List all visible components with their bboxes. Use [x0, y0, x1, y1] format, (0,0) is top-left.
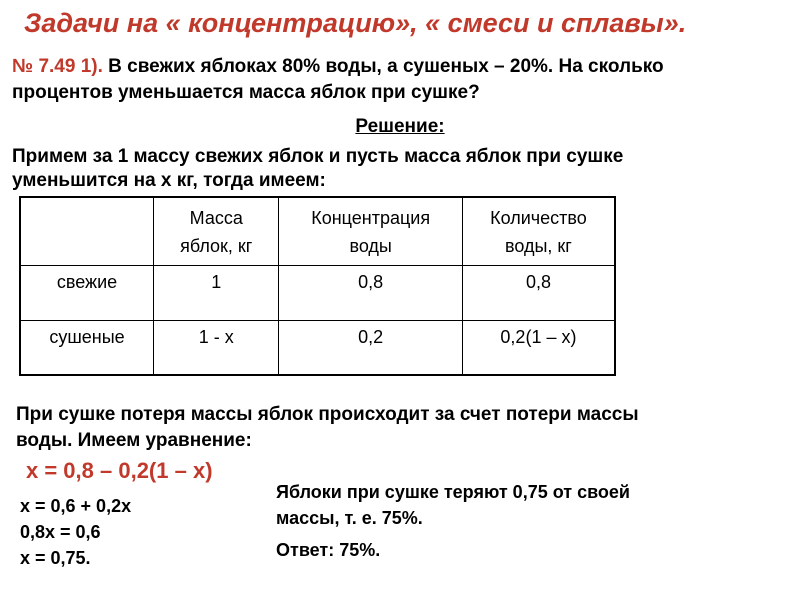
table-header-row [20, 197, 615, 266]
header-conc-line-2: воды [349, 236, 392, 256]
header-empty-cell [20, 197, 154, 266]
main-equation: х = 0,8 – 0,2(1 – х) [26, 458, 213, 483]
header-mass [154, 197, 279, 266]
problem-line-2: процентов уменьшается масса яблок при сушке? [12, 82, 480, 103]
after-table-line-2: воды. Имеем уравнение: [16, 430, 252, 451]
problem-text-1: В свежих яблоках 80% воды, а сушеных – 20%. На сколько [102, 56, 664, 77]
header-qty-line-1: Количество [490, 208, 587, 228]
row-quantity: 0,8 [462, 266, 615, 320]
table-row [20, 266, 615, 320]
header-conc-line-1: Концентрация [311, 208, 431, 228]
header-quantity [462, 197, 615, 266]
page-title: Задачи на « концентрацию», « смеси и сплавы». [24, 8, 687, 38]
equation-step: х = 0,6 + 0,2х [20, 496, 132, 516]
conclusion-line-1: Яблоки при сушке теряют 0,75 от своей [276, 482, 630, 502]
header-mass-line-2: яблок, кг [180, 236, 253, 256]
answer-text: Ответ: 75%. [276, 540, 381, 560]
header-mass-line-1: Масса [189, 208, 243, 228]
problem-line-1 [12, 56, 664, 78]
row-concentration: 0,2 [279, 320, 462, 375]
row-concentration: 0,8 [279, 266, 462, 320]
row-mass: 1 - х [154, 320, 279, 375]
intro-line-2: уменьшится на х кг, тогда имеем: [12, 170, 326, 191]
row-label: сушеные [20, 320, 154, 375]
equation-step: 0,8х = 0,6 [20, 522, 101, 542]
conclusion-line-2: массы, т. е. 75%. [276, 508, 423, 528]
after-table-line-1: При сушке потеря массы яблок происходит за счет потери массы [16, 404, 639, 425]
solution-heading: Решение: [355, 116, 445, 137]
table-row [20, 320, 615, 375]
problem-number: № 7.49 1). [12, 56, 103, 77]
data-table [19, 196, 616, 376]
equation-step: х = 0,75. [20, 548, 91, 568]
row-mass: 1 [154, 266, 279, 320]
row-quantity: 0,2(1 – х) [462, 320, 615, 375]
header-qty-line-2: воды, кг [505, 236, 572, 256]
intro-line-1: Примем за 1 массу свежих яблок и пусть масса яблок при сушке [12, 146, 624, 167]
row-label: свежие [20, 266, 154, 320]
header-concentration [279, 197, 462, 266]
